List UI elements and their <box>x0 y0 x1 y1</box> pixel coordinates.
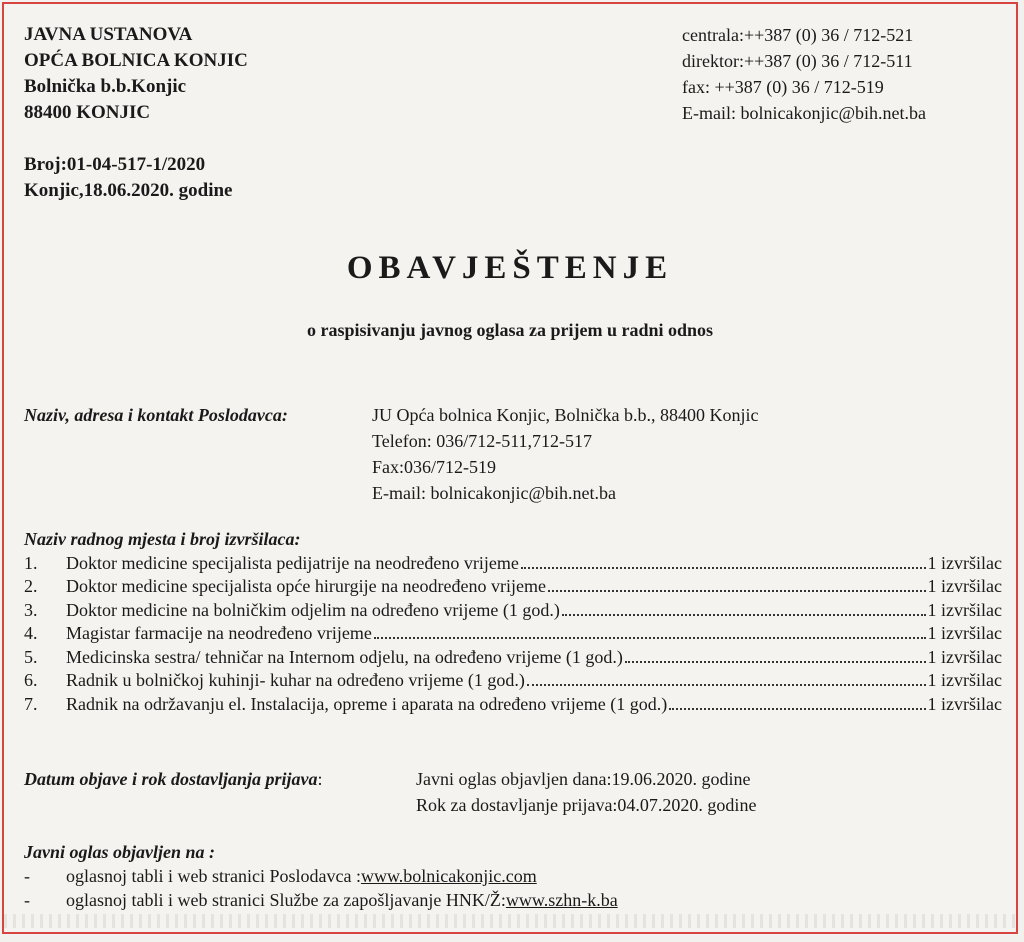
notice-document <box>2 2 1018 934</box>
email-address: E-mail: bolnicakonjic@bih.net.ba <box>682 103 927 123</box>
institution-name: OPĆA BOLNICA KONJIC <box>24 50 248 71</box>
dates-label: Datum objave i rok dostavljanja prijava <box>24 769 318 789</box>
bullet-dash: - <box>24 890 30 910</box>
position-title: Doktor medicine na bolničkim odjelim na određeno vrijeme (1 god.) <box>66 599 560 620</box>
dates-label-colon: : <box>317 769 323 789</box>
dot-leader <box>527 684 926 686</box>
position-item <box>24 646 1002 670</box>
position-number: 2. <box>24 576 38 596</box>
position-number: 5. <box>24 646 38 667</box>
position-count: 1 izvršilac <box>927 670 1002 690</box>
dates-label-line <box>24 766 323 792</box>
position-item <box>24 669 1002 693</box>
position-number: 3. <box>24 599 38 620</box>
document-title: OBAVJEŠTENJE <box>346 250 674 286</box>
published-heading: Javni oglas objavljen na : <box>24 842 216 862</box>
reference-block <box>24 152 232 204</box>
submission-deadline: Rok za dostavljanje prijava:04.07.2020. godine <box>416 795 757 815</box>
institution-type: JAVNA USTANOVA <box>24 24 193 45</box>
dates-details <box>416 766 756 818</box>
position-title: Doktor medicine specijalista pedijatrije na neodređeno vrijeme <box>66 552 519 573</box>
position-title: Radnik u bolničkoj kuhinji- kuhar na određeno vrijeme (1 god.) <box>66 670 525 690</box>
dot-leader <box>548 590 926 592</box>
employer-details <box>372 402 758 506</box>
position-count: 1 izvršilac <box>927 623 1002 643</box>
employer-website-link[interactable]: www.bolnicakonjic.com <box>360 866 537 886</box>
reference-number: Broj:01-04-517-1/2020 <box>24 154 206 175</box>
document-subtitle: o raspisivanju javnog oglasa za prijem u radni odnos <box>306 320 714 340</box>
position-number: 4. <box>24 623 38 643</box>
employer-fax: Fax:036/712-519 <box>372 457 496 477</box>
position-count: 1 izvršilac <box>927 693 1002 714</box>
employer-address: JU Opća bolnica Konjic, Bolnička b.b., 88400 Konjic <box>372 405 759 425</box>
positions-list <box>24 552 1002 717</box>
institution-street: Bolnička b.b.Konjic <box>24 76 187 97</box>
institution-header <box>24 22 248 126</box>
position-title: Doktor medicine specijalista opće hirurgije na neodređeno vrijeme <box>66 576 546 596</box>
bullet-dash: - <box>24 866 30 886</box>
employer-label: Naziv, adresa i kontakt Poslodavca: <box>24 405 288 425</box>
employer-email: E-mail: bolnicakonjic@bih.net.ba <box>372 483 617 503</box>
position-item <box>24 552 1002 576</box>
publication-date: Javni oglas objavljen dana:19.06.2020. godine <box>416 769 751 789</box>
dot-leader <box>374 637 926 639</box>
fax-number: fax: ++387 (0) 36 / 712-519 <box>682 77 884 97</box>
position-title: Magistar farmacije na neodređeno vrijeme <box>66 623 372 643</box>
published-text: oglasnoj tabli i web stranici Službe za zapošljavanje HNK/Ž: <box>66 890 506 910</box>
published-item <box>24 864 618 888</box>
position-number: 1. <box>24 552 38 573</box>
published-text: oglasnoj tabli i web stranici Poslodavca : <box>66 866 361 886</box>
print-noise-strip <box>4 914 1016 928</box>
contact-header <box>682 22 926 126</box>
position-item <box>24 622 1002 646</box>
position-item <box>24 693 1002 717</box>
dot-leader <box>562 614 926 616</box>
dot-leader <box>669 708 925 710</box>
dot-leader <box>521 567 926 569</box>
position-count: 1 izvršilac <box>927 576 1002 596</box>
published-section <box>24 840 618 912</box>
position-number: 7. <box>24 693 38 714</box>
position-item <box>24 575 1002 599</box>
position-count: 1 izvršilac <box>927 552 1002 573</box>
position-count: 1 izvršilac <box>927 599 1002 620</box>
director-phone: direktor:++387 (0) 36 / 712-511 <box>682 51 913 71</box>
published-item <box>24 888 618 912</box>
position-number: 6. <box>24 670 38 690</box>
place-date: Konjic,18.06.2020. godine <box>24 180 233 201</box>
central-phone: centrala:++387 (0) 36 / 712-521 <box>682 25 914 45</box>
employment-service-link[interactable]: www.szhn-k.ba <box>505 890 618 910</box>
position-title: Medicinska sestra/ tehničar na Internom odjelu, na određeno vrijeme (1 god.) <box>66 646 623 667</box>
positions-section <box>24 528 1002 716</box>
institution-city: 88400 KONJIC <box>24 102 151 123</box>
positions-heading: Naziv radnog mjesta i broj izvršilaca: <box>24 529 301 549</box>
position-count: 1 izvršilac <box>927 646 1002 667</box>
position-item <box>24 599 1002 623</box>
position-title: Radnik na održavanju el. Instalacija, opreme i aparata na određeno vrijeme (1 god.) <box>66 693 668 714</box>
employer-phone: Telefon: 036/712-511,712-517 <box>372 431 593 451</box>
dot-leader <box>625 661 926 663</box>
